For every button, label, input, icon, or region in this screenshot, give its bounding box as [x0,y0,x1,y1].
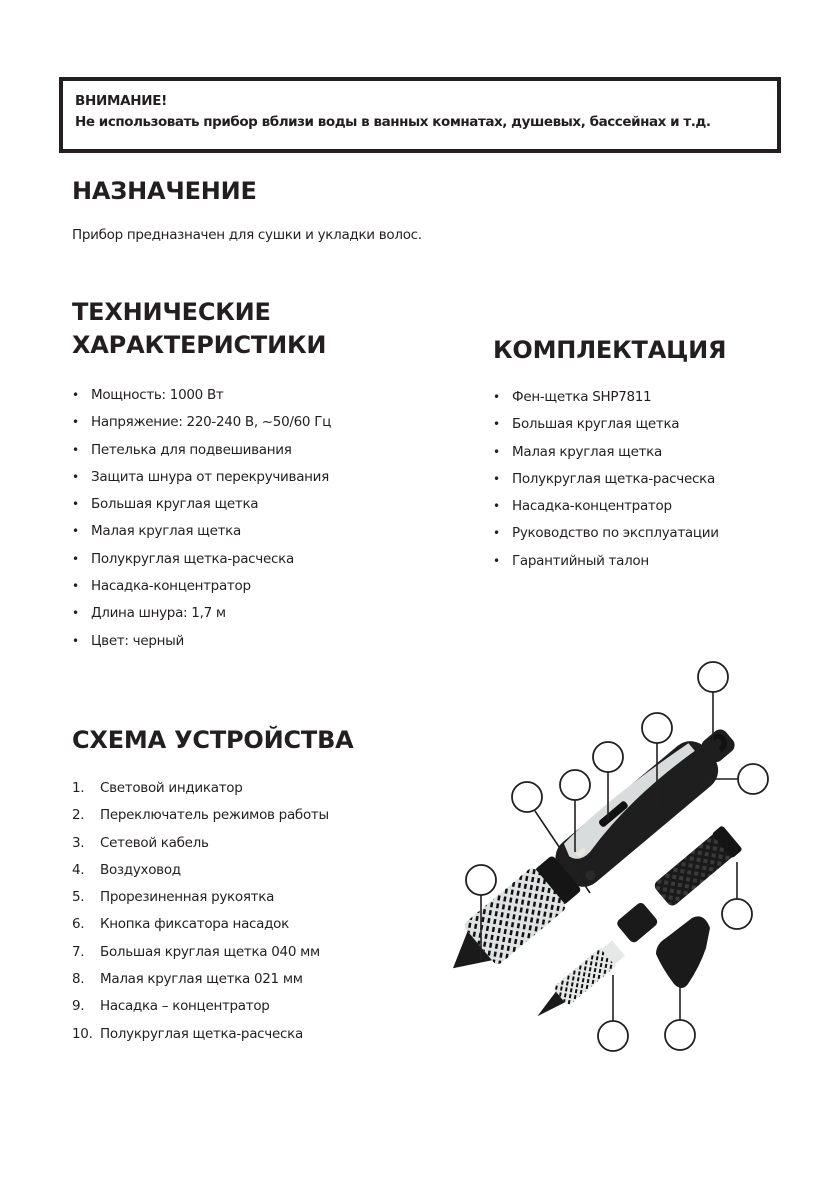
specs-list [72,385,331,658]
purpose-text: Прибор предназначен для сушки и укладки волос. [72,227,422,243]
bullet-icon: • [72,442,79,457]
scheme-list [72,778,329,1051]
list-item: 9. Насадка – концентратор [72,998,270,1015]
list-item: • Петелька для подвешивания [72,441,292,458]
list-item: • Длина шнура: 1,7 м [72,605,226,622]
specs-heading-line2: ХАРАКТЕРИСТИКИ [72,331,327,359]
list-item: • Фен-щетка SHP7811 [493,389,652,405]
list-item: • Гарантийный талон [493,552,649,569]
list-item: • Защита шнура от перекручивания [72,468,329,485]
list-item: • Цвет: черный [72,632,184,649]
bullet-icon: • [493,526,500,541]
bullet-icon: • [493,553,500,568]
list-item: 8. Малая круглая щетка 021 мм [72,971,303,988]
bullet-icon: • [493,417,500,432]
warning-box [59,77,781,153]
bullet-icon: • [72,388,79,402]
scheme-heading: СХЕМА УСТРОЙСТВА [72,726,354,754]
bullet-icon: • [72,524,79,539]
callout-circle [642,713,672,743]
list-item: • Полукруглая щетка-расческа [72,550,294,567]
bullet-icon: • [72,551,79,566]
list-item: • Большая круглая щетка [72,496,259,513]
list-item: • Малая круглая щетка [493,443,662,460]
callout-circle [722,899,752,929]
callout-circle [738,764,768,794]
list-item: • Большая круглая щетка [493,416,680,433]
bullet-icon: • [493,471,500,486]
purpose-heading: НАЗНАЧЕНИЕ [72,177,257,205]
list-item: 6. Кнопка фиксатора насадок [72,916,289,933]
specs-heading-line1: ТЕХНИЧЕСКИЕ [72,298,271,326]
bullet-icon: • [493,390,500,404]
bullet-icon: • [72,497,79,512]
callout-circle [466,865,496,895]
list-item: 4. Воздуховод [72,861,181,878]
bullet-icon: • [72,469,79,484]
callout-circle [512,782,542,812]
list-item: • Напряжение: 220-240 В, ~50/60 Гц [72,414,332,431]
callout-circle [665,1020,695,1050]
hair-styler-diagram-icon [420,650,790,1070]
warning-text: Не использовать прибор вблизи воды в ванных комнатах, душевых, бассейнах и т.д. [75,114,711,130]
list-item: • Руководство по эксплуатации [493,525,719,542]
warning-title: ВНИМАНИЕ! [75,93,168,109]
list-item: 7. Большая круглая щетка 040 мм [72,943,320,960]
list-item: 10. Полукруглая щетка-расческа [72,1025,303,1042]
list-item: • Насадка-концентратор [493,498,672,515]
list-item: • Полукруглая щетка-расческа [493,470,715,487]
callout-circle [560,770,590,800]
list-item: • Малая круглая щетка [72,523,241,540]
list-item: 1. Световой индикатор [72,780,243,796]
package-heading: КОМПЛЕКТАЦИЯ [493,336,727,364]
callout-circle [698,662,728,692]
bullet-icon: • [72,606,79,621]
list-item: 2. Переключатель режимов работы [72,807,329,824]
list-item: 3. Сетевой кабель [72,834,209,851]
bullet-icon: • [72,579,79,594]
package-list [493,387,719,578]
bullet-icon: • [493,499,500,514]
bullet-icon: • [493,444,500,459]
bullet-icon: • [72,633,79,648]
list-item: • Мощность: 1000 Вт [72,387,224,403]
callout-circle [593,742,623,772]
list-item: • Насадка-концентратор [72,578,251,595]
bullet-icon: • [72,415,79,430]
list-item: 5. Прорезиненная рукоятка [72,889,275,906]
callout-circle [598,1021,628,1051]
